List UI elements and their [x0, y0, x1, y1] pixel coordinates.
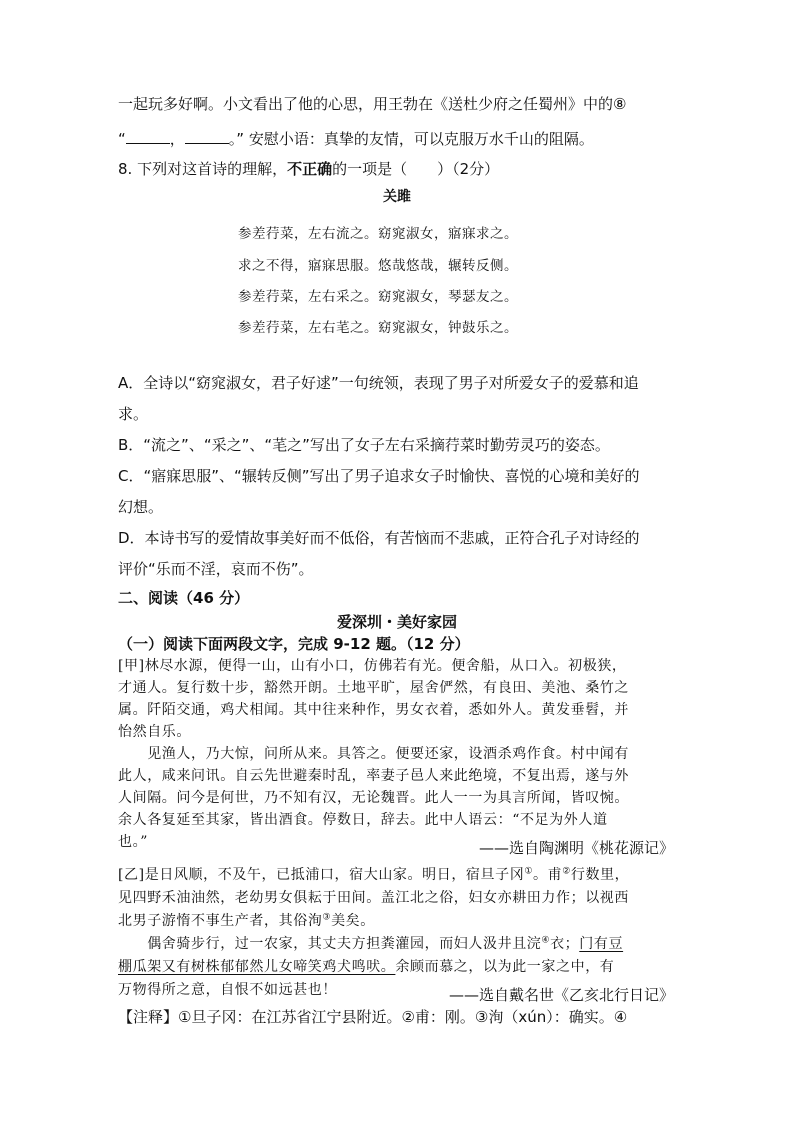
q7-continuation-text: 。” 安慰小语：真挚的友情，可以克服万水千山的阻隔。 — [228, 130, 594, 148]
footnote-mark: ② — [562, 866, 571, 877]
option-b: B．“流之”、“采之”、“芼之”写出了女子左右采摘荇菜时勤劳灵巧的姿态。 — [118, 436, 610, 454]
question-8 — [118, 154, 678, 185]
passage-yi-line: 见四野禾油油然，老幼男女俱耘于田间。盖江北之俗，妇女亦耕田力作；以视西 — [118, 890, 629, 906]
section-heading: 二、阅读（46 分） — [118, 589, 250, 607]
option-c-line2: 幻想。 — [118, 498, 164, 516]
text-run: 衣； — [550, 936, 580, 952]
passage-jia-line: 余人各复延至其家，皆出酒食。停数日，辞去。此中人语云：“不足为外人道 — [118, 812, 608, 828]
footnote-mark: ① — [524, 866, 533, 877]
answer-blank-2[interactable] — [185, 129, 229, 144]
footnote-mark: ④ — [541, 935, 551, 946]
poem-line: 参差荇菜，左右芼之。窈窕淑女，钟鼓乐之。 — [238, 320, 518, 336]
passage-jia-line: [甲]林尽水源，便得一山，山有小口，仿佛若有光。便舍船，从口入。初极狭， — [118, 658, 627, 674]
subsection-heading: （一）阅读下面两段文字，完成 9-12 题。（12 分） — [118, 635, 470, 653]
poem-line: 求之不得，寤寐思服。悠哉悠哉，辗转反侧。 — [238, 258, 518, 274]
note-label: 【注释】 — [118, 1008, 179, 1026]
passage-jia-line: 才通人。复行数十步，豁然开朗。土地平旷，屋舍俨然，有良田、美池、桑竹之 — [118, 680, 629, 696]
passage-jia-line: 也。” — [118, 834, 148, 850]
poem-line: 参差荇菜，左右采之。窈窕淑女，琴瑟友之。 — [238, 289, 518, 305]
option-a-line2: 求。 — [118, 405, 149, 423]
option-a-line1: A．全诗以“窈窕淑女，君子好逑”一句统领，表现了男子对所爱女子的爱慕和追 — [118, 374, 639, 392]
comma: ， — [169, 130, 185, 148]
passage-yi-line — [118, 864, 678, 884]
passage-yi-line: 万物得所之意，自恨不如远甚也！ — [118, 982, 337, 998]
option-d-line1: D．本诗书写的爱情故事美好而不低俗，有苦恼而不悲戚，正符合孔子对诗经的 — [118, 529, 640, 547]
footnote-mark: ③ — [322, 912, 332, 923]
section-title: 爱深圳・美好家园 — [336, 613, 457, 631]
passage-jia-source: ——选自陶渊明《桃花源记》 — [478, 839, 674, 857]
option-d-line2: 评价“乐而不淫，哀而不伤”。 — [118, 560, 314, 578]
passage-jia-line: 属。阡陌交通，鸡犬相闻。其中往来种作，男女衣着，悉如外人。黄发垂髫，并 — [118, 702, 629, 718]
poem-title: 关雎 — [383, 189, 411, 205]
annotation-note — [118, 1006, 678, 1027]
text-run: 。甫 — [533, 867, 563, 883]
passage-jia-line: 人间隔。问今是何世，乃不知有汉，无论魏晋。此人一一为具言所闻，皆叹惋。 — [118, 790, 629, 806]
q7-continuation-line1: 一起玩多好啊。小文看出了他的心思，用王勃在《送杜少府之任蜀州》中的⑧ — [118, 95, 627, 113]
q8-prefix: 8. 下列对这首诗的理解， — [118, 160, 288, 178]
text-run: 余顾而慕之，以为此一家之中，有 — [395, 959, 615, 975]
passage-yi-line — [118, 910, 678, 930]
passage-yi-line — [118, 956, 678, 976]
answer-blank-1[interactable] — [126, 129, 170, 144]
q8-emphasis: 不正确 — [287, 160, 333, 178]
passage-jia-line: 见渔人，乃大惊，问所从来。具答之。便要还家，设酒杀鸡作食。村中闻有 — [118, 746, 629, 762]
passage-yi-line — [118, 933, 678, 953]
text-run: 北男子游惰不事生产者，其俗洵 — [118, 913, 323, 929]
passage-yi-source: ——选自戴名世《乙亥北行日记》 — [448, 986, 674, 1004]
text-run: 行数里， — [570, 867, 630, 883]
quote-open: “ — [118, 130, 126, 148]
text-run: 美矣。 — [331, 913, 375, 929]
underlined-sentence: 门有豆 — [579, 936, 624, 952]
text-run: [乙]是日风顺，不及午，已抵浦口，宿大山家。明日，宿旦子冈 — [118, 867, 525, 883]
poem-line: 参差荇菜，左右流之。窈窕淑女，寤寐求之。 — [238, 226, 518, 242]
q8-suffix: 的一项是（ ）（2分） — [332, 160, 500, 178]
note-text: ①旦子冈：在江苏省江宁县附近。②甫：刚。③洵（xún）：确实。④ — [178, 1008, 628, 1026]
passage-jia-line: 此人，咸来问讯。自云先世避秦时乱，率妻子邑人来此绝境，不复出焉，遂与外 — [118, 768, 629, 784]
text-run: 偶舍骑步行，过一农家，其丈夫方担粪灌园，而妇人汲井且浣 — [118, 936, 542, 952]
option-c-line1: C．“寤寐思服”、“辗转反侧”写出了男子追求女子时愉快、喜悦的心境和美好的 — [118, 467, 640, 485]
passage-jia-line: 怡然自乐。 — [118, 724, 191, 740]
underlined-sentence: 棚瓜架又有树株郁郁然儿女啼笑鸡犬鸣吠。 — [118, 959, 396, 975]
q7-continuation-line2 — [118, 124, 678, 155]
